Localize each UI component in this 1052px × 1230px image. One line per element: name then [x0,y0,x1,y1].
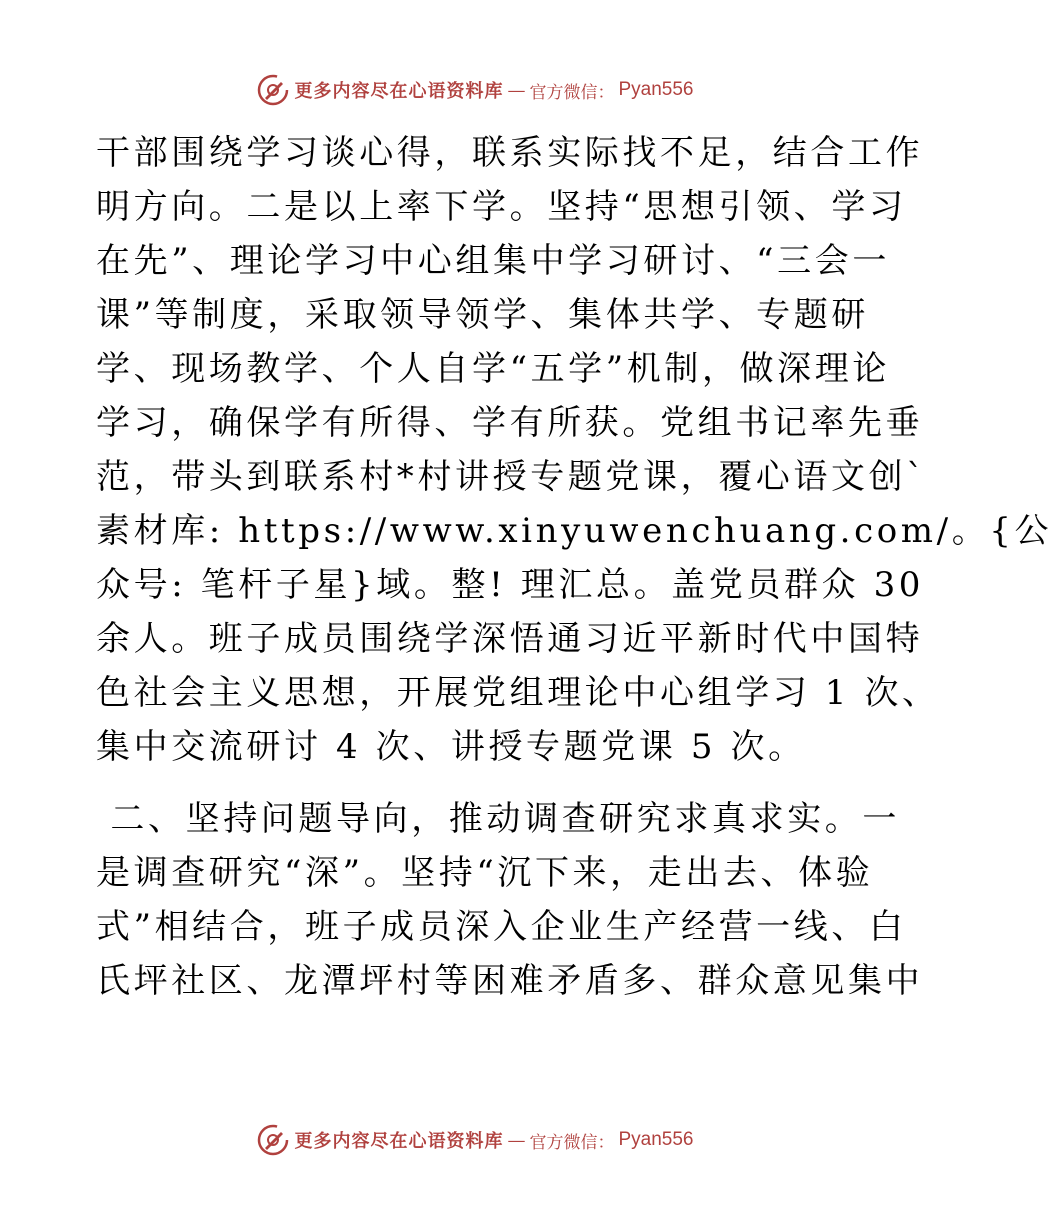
text-line: 余人。班子成员围绕学深悟通习近平新时代中国特 [96,619,924,659]
text-line: 素材库: https://www.xinyuwenchuang.com/。{公 [96,511,1052,551]
text-line: 课”等制度，采取领导领学、集体共学、专题研 [96,295,869,335]
document-body [96,126,1052,1008]
header-subtitle: 官方微信： [529,82,615,103]
text-line: 众号: 笔杆子星}域。整! 理汇总。盖党员群众 30 [96,565,925,605]
text-line: 在先”、理论学习中心组集中学习研讨、“三会一 [96,241,890,281]
text-line: 范，带头到联系村*村讲授专题党课，覆心语文创` [96,457,927,497]
header-wechat-id: Pyan556 [618,79,694,100]
header-separator: — [507,79,526,101]
footer-separator: — [507,1129,526,1151]
text-line: 式”相结合，班子成员深入企业生产经营一线、白 [96,907,907,947]
logo-icon [256,1123,290,1157]
text-line: 色社会主义思想，开展党组理论中心组学习 1 次、 [96,673,940,713]
footer-title: 更多内容尽在心语资料库 [294,1131,504,1152]
text-line: 集中交流研讨 4 次、讲授专题党课 5 次。 [96,727,806,767]
text-line: 学、现场教学、个人自学“五学”机制，做深理论 [96,349,890,389]
text-line: 明方向。二是以上率下学。坚持“思想引领、学习 [96,187,907,227]
text-line: 氏坪社区、龙潭坪村等困难矛盾多、群众意见集中 [96,961,924,1001]
paragraph [96,126,1052,774]
page-footer [0,1120,950,1160]
paragraph-gap [96,774,850,792]
logo-icon [256,73,290,107]
footer-subtitle: 官方微信： [529,1132,615,1153]
text-line: 是调查研究“深”。坚持“沉下来，走出去、体验 [96,853,874,893]
text-line: 二、坚持问题导向，推动调查研究求真求实。一 [96,799,901,839]
paragraph [96,792,924,1008]
page-header [0,70,950,110]
footer-wechat-id: Pyan556 [618,1129,694,1150]
text-line: 学习，确保学有所得、学有所获。党组书记率先垂 [96,403,924,443]
header-title: 更多内容尽在心语资料库 [294,81,504,102]
text-line: 干部围绕学习谈心得，联系实际找不足，结合工作 [96,133,924,173]
